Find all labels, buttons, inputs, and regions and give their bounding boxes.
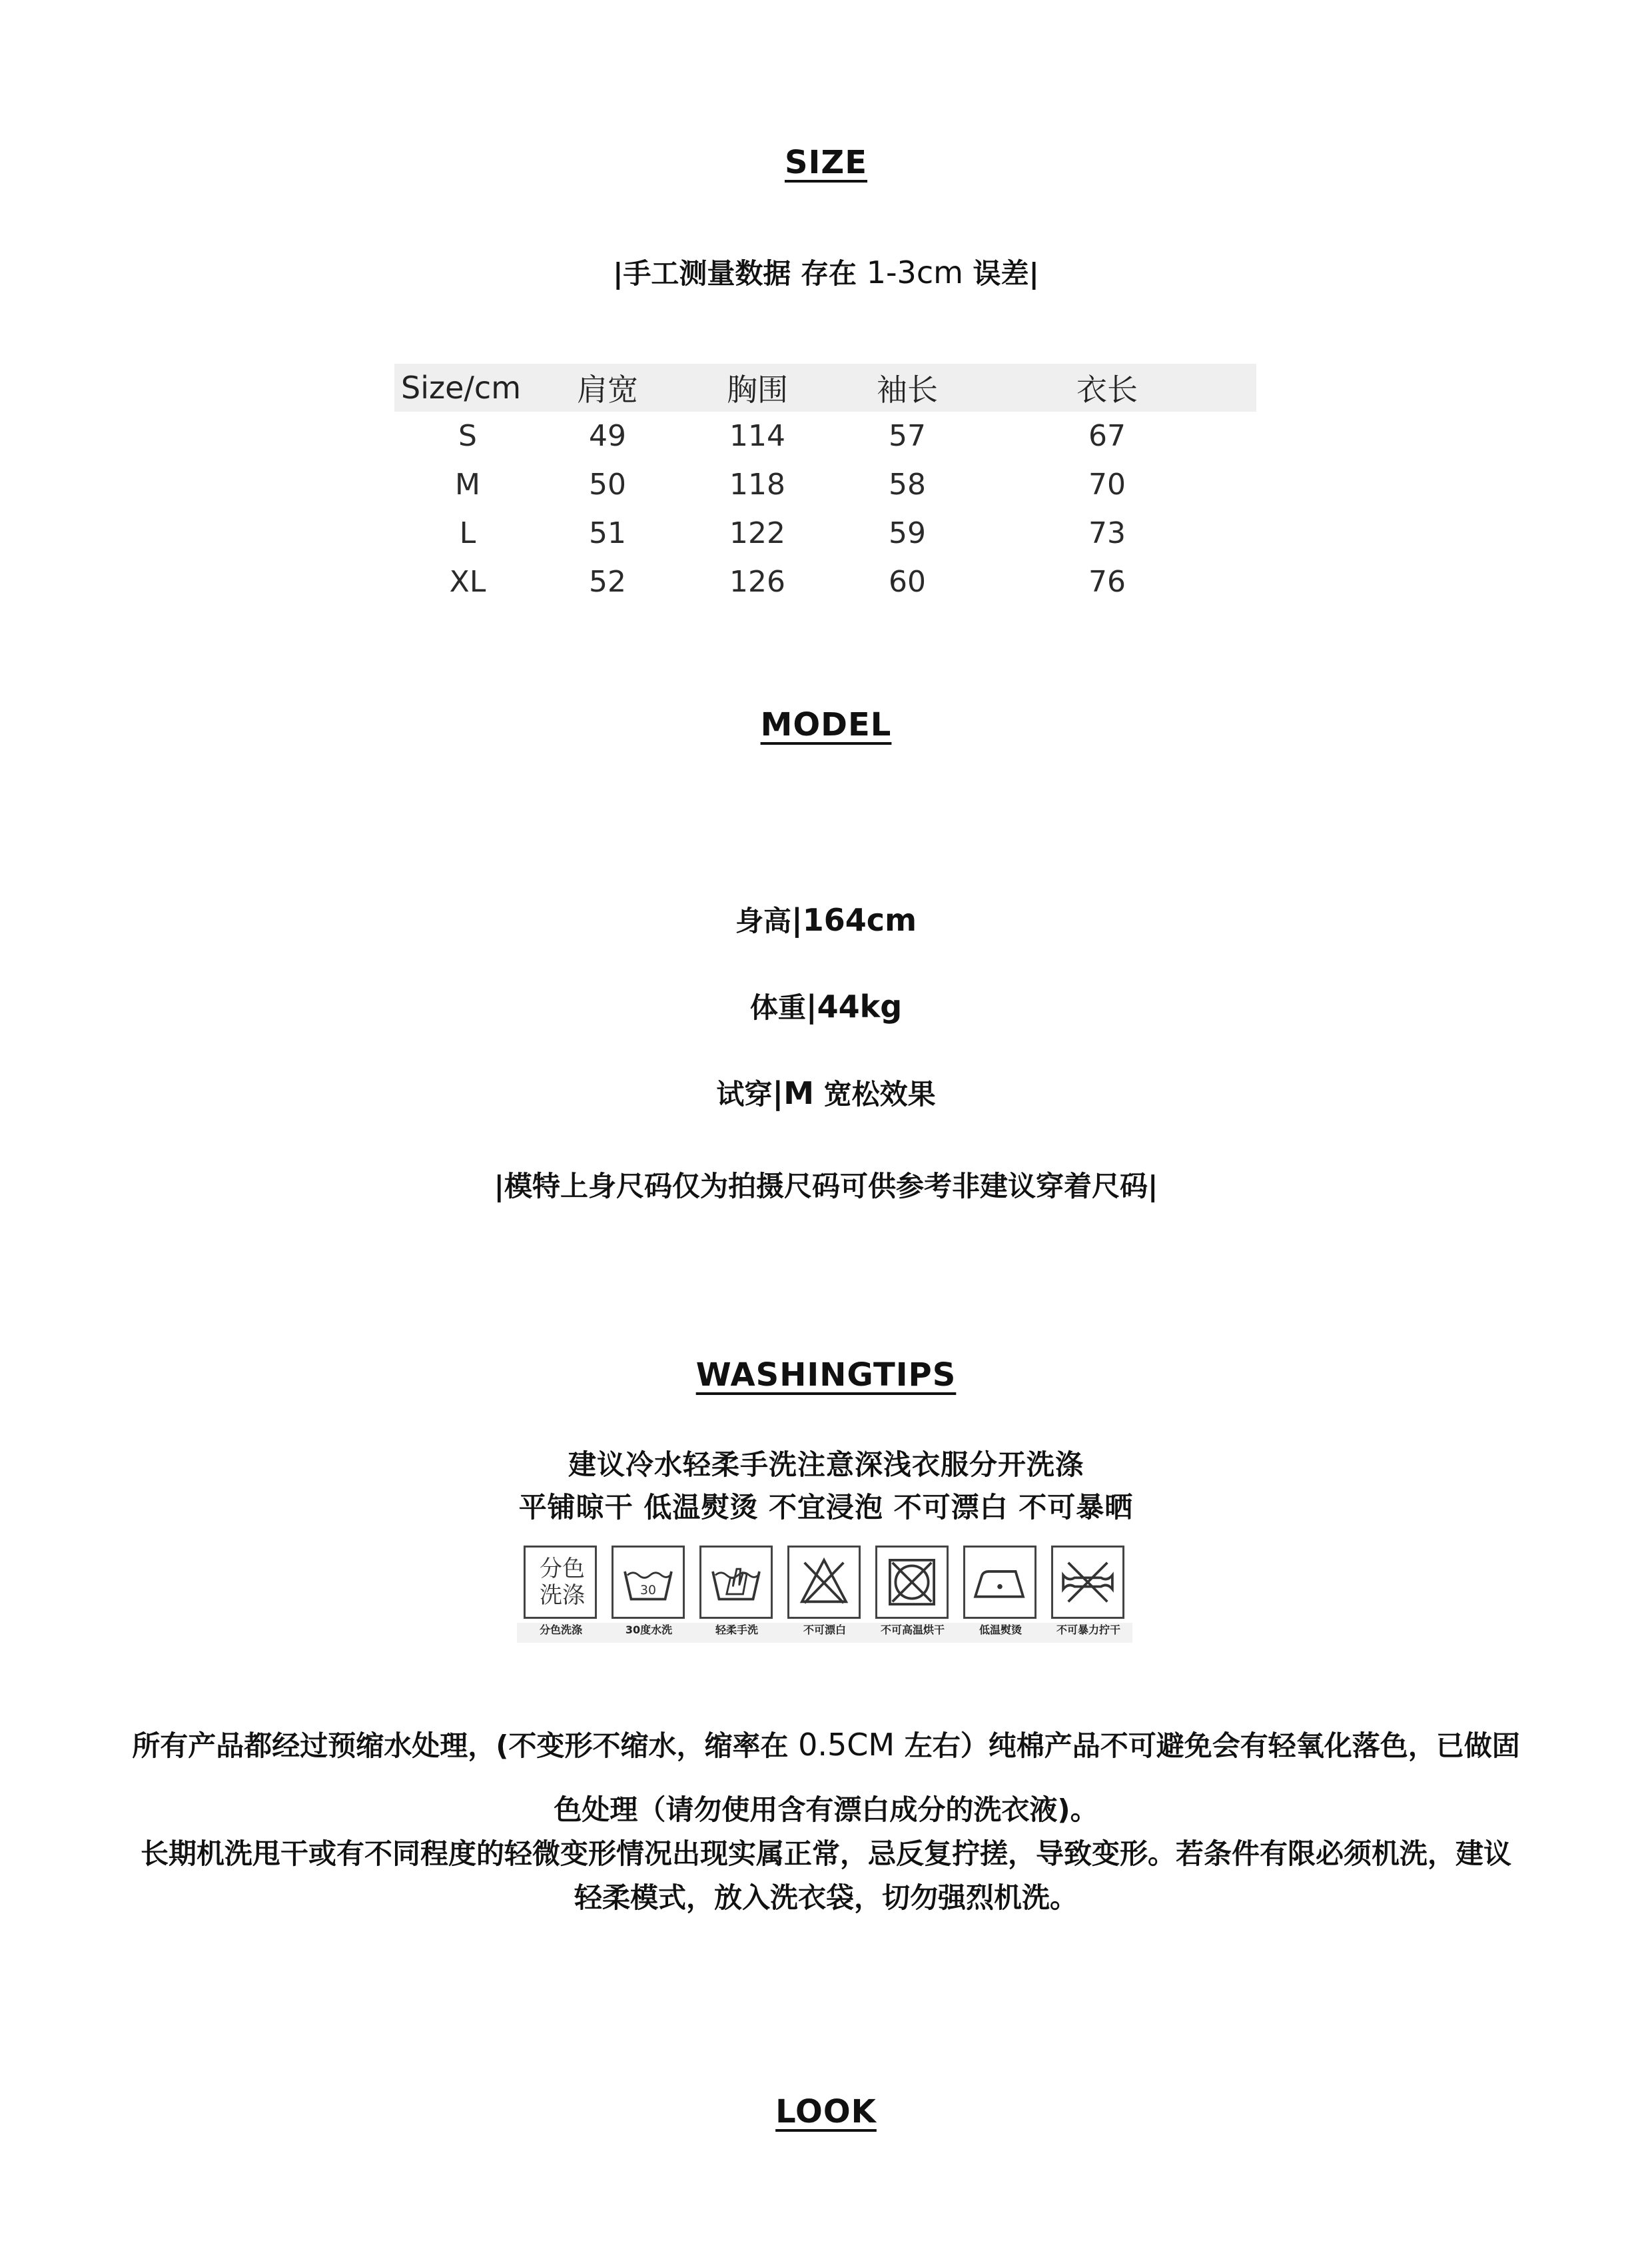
care-item bbox=[605, 1543, 693, 1641]
table-row bbox=[394, 558, 1256, 606]
wash-temp-text: 30 bbox=[639, 1582, 657, 1597]
size-table-header bbox=[394, 364, 1256, 412]
table-cell: 52 bbox=[589, 565, 626, 599]
table-cell: 49 bbox=[589, 419, 626, 453]
look-heading: LOOK bbox=[775, 2093, 877, 2130]
shrink-rate: 0.5CM bbox=[798, 1727, 895, 1763]
care-caption: 低温熨烫 bbox=[979, 1623, 1022, 1636]
size-table bbox=[394, 364, 1256, 606]
table-cell: XL bbox=[449, 565, 486, 599]
size-measurement-note bbox=[0, 252, 1652, 292]
care-item bbox=[957, 1543, 1044, 1641]
height-value: |164cm bbox=[791, 902, 917, 938]
fit-label: 试穿 bbox=[716, 1078, 773, 1111]
table-cell: L bbox=[459, 516, 476, 550]
weight-label: 体重 bbox=[749, 991, 806, 1024]
header-length: 衣长 bbox=[1076, 372, 1138, 408]
care-caption: 不可暴力拧干 bbox=[1056, 1623, 1120, 1636]
care-item bbox=[869, 1543, 957, 1641]
para1-pre: 所有产品都经过预缩水处理，(不变形不缩水，缩率在 bbox=[132, 1729, 799, 1762]
care-icons bbox=[517, 1543, 1132, 1641]
fit-value: |M bbox=[772, 1075, 814, 1111]
washing-paragraph-4: 轻柔模式，放入洗衣袋，切勿强烈机洗。 bbox=[574, 1881, 1078, 1914]
wash-separately-icon bbox=[524, 1546, 597, 1619]
model-disclaimer: |模特上身尺码仅为拍摄尺码可供参考非建议穿着尺码| bbox=[494, 1170, 1158, 1202]
table-cell: M bbox=[455, 468, 480, 502]
washing-heading: WASHINGTIPS bbox=[695, 1356, 957, 1394]
header-chest: 胸围 bbox=[727, 372, 788, 408]
table-cell: 126 bbox=[729, 565, 785, 599]
note-text-pre: |手工测量数据 存在 bbox=[613, 257, 867, 290]
washing-line-2: 平铺晾干 低温熨烫 不宜浸泡 不可漂白 不可暴晒 bbox=[518, 1491, 1134, 1524]
fit-desc: 宽松效果 bbox=[813, 1078, 936, 1111]
header-shoulder: 肩宽 bbox=[577, 372, 638, 408]
table-row bbox=[394, 460, 1256, 509]
wash-30-icon bbox=[612, 1546, 685, 1619]
table-cell: 70 bbox=[1088, 468, 1126, 502]
no-bleach-icon bbox=[787, 1546, 861, 1619]
weight-value: |44kg bbox=[805, 989, 903, 1025]
table-cell: 58 bbox=[889, 468, 926, 502]
table-cell: 76 bbox=[1088, 565, 1126, 599]
para1-post: 左右）纯棉产品不可避免会有轻氧化落色，已做固 bbox=[895, 1729, 1520, 1762]
care-caption: 不可漂白 bbox=[803, 1623, 846, 1636]
no-tumble-dry-icon bbox=[875, 1546, 949, 1619]
care-item bbox=[517, 1543, 605, 1641]
note-text-post: 误差| bbox=[963, 257, 1039, 290]
care-caption: 30度水洗 bbox=[625, 1623, 673, 1636]
hand-wash-icon bbox=[699, 1546, 773, 1619]
washing-line-1: 建议冷水轻柔手洗注意深浅衣服分开洗涤 bbox=[568, 1448, 1084, 1481]
washing-paragraph-2: 色处理（请勿使用含有漂白成分的洗衣液)。 bbox=[554, 1793, 1098, 1826]
table-cell: 73 bbox=[1088, 516, 1126, 550]
model-fit bbox=[0, 1073, 1652, 1113]
table-cell: 118 bbox=[729, 468, 785, 502]
model-heading: MODEL bbox=[760, 706, 892, 743]
table-cell: 50 bbox=[589, 468, 626, 502]
care-caption: 分色洗涤 bbox=[539, 1623, 582, 1636]
low-iron-icon bbox=[963, 1546, 1036, 1619]
care-item bbox=[781, 1543, 869, 1641]
header-sleeve: 袖长 bbox=[877, 372, 938, 408]
table-cell: S bbox=[458, 419, 477, 453]
note-tolerance: 1-3cm bbox=[866, 254, 963, 290]
table-cell: 51 bbox=[589, 516, 626, 550]
washing-paragraph-3: 长期机洗甩干或有不同程度的轻微变形情况出现实属正常，忌反复拧搓，导致变形。若条件有限必须机洗，建议 bbox=[140, 1837, 1511, 1870]
no-wring-icon bbox=[1051, 1546, 1124, 1619]
model-weight bbox=[0, 986, 1652, 1026]
table-cell: 57 bbox=[889, 419, 926, 453]
table-cell: 59 bbox=[889, 516, 926, 550]
care-item bbox=[1044, 1543, 1132, 1641]
header-size: Size/cm bbox=[401, 370, 522, 406]
table-cell: 67 bbox=[1088, 419, 1126, 453]
model-height bbox=[0, 899, 1652, 939]
washing-paragraph-1 bbox=[93, 1724, 1559, 1764]
table-cell: 60 bbox=[889, 565, 926, 599]
table-row bbox=[394, 509, 1256, 558]
care-caption: 轻柔手洗 bbox=[715, 1623, 758, 1636]
care-item bbox=[693, 1543, 781, 1641]
height-label: 身高 bbox=[735, 905, 791, 937]
care-caption: 不可高温烘干 bbox=[880, 1623, 945, 1636]
table-row bbox=[394, 412, 1256, 460]
size-heading: SIZE bbox=[784, 144, 868, 181]
wash-separately-text: 分色 洗涤 bbox=[540, 1556, 585, 1609]
table-cell: 114 bbox=[729, 419, 785, 453]
table-cell: 122 bbox=[729, 516, 785, 550]
